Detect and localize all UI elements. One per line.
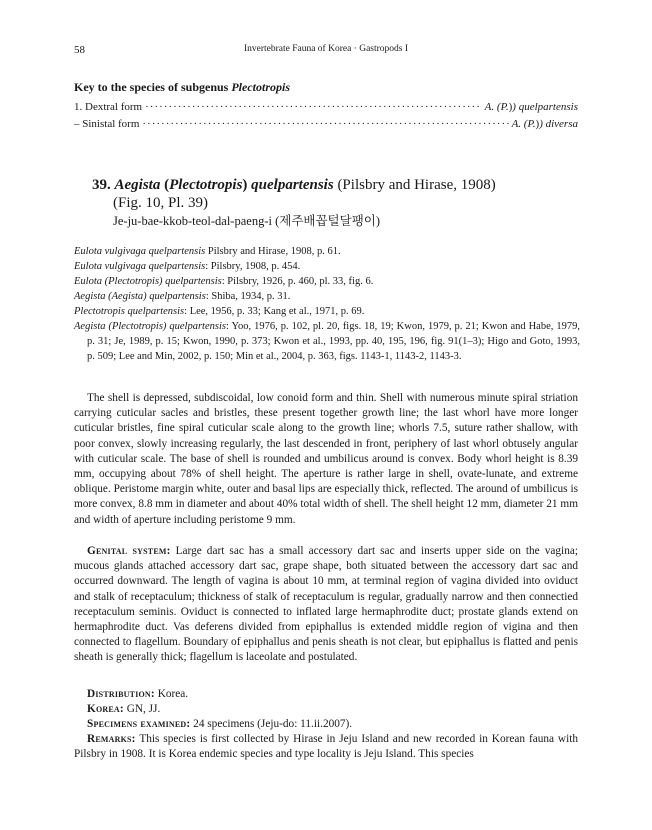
key-item-label: 1. Dextral form: [74, 101, 143, 113]
species-genus: Aegista: [114, 177, 161, 193]
section-label: Distribution:: [87, 688, 155, 700]
key-title: [74, 80, 290, 95]
key-item: [74, 100, 578, 114]
key-title-genus: Plectotropis: [231, 80, 291, 94]
key-title-prefix: Key to the species of subgenus: [74, 80, 232, 94]
page-number: 58: [74, 44, 85, 56]
species-korean-name: Je-ju-bae-kkob-teol-dal-paeng-i (제주배꼽털달팽이): [113, 214, 381, 228]
key-item-label: – Sinistal form: [74, 118, 140, 130]
species-heading: 39. Aegista (Plectotropis) quelpartensis (Pilsbry and Hirase, 1908): [92, 177, 496, 193]
specimens-line: Specimens examined: 24 specimens (Jeju-do: 11.ii.2007).: [87, 718, 353, 730]
synonym-entry: Eulota vulgivaga quelpartensis: Pilsbry, 1908, p. 454.: [74, 261, 301, 272]
distribution-line: Distribution: Korea.: [87, 688, 189, 700]
species-number: 39.: [92, 177, 111, 193]
species-epithet: quelpartensis: [247, 177, 334, 193]
synonym-entry: Plectotropis quelpartensis: Lee, 1956, p. 33; Kang et al., 1971, p. 69.: [74, 306, 365, 317]
synonym-entry: Eulota vulgivaga quelpartensis Pilsbry and Hirase, 1908, p. 61.: [74, 246, 341, 257]
species-subgenus: Plectotropis: [169, 177, 243, 193]
remarks-paragraph: Remarks: This species is first collected by Hirase in Jeju Island and new recorded in Korean fauna with Pilsbry in 1908. It is Korea endemic species and type locality is Jeju Island. This species: [74, 733, 578, 761]
section-label: Genital system:: [87, 545, 171, 557]
korea-line: Korea: GN, JJ.: [87, 703, 161, 715]
synonym-entry: Eulota (Plectotropis) quelpartensis: Pilsbry, 1926, p. 460, pl. 33, fig. 6.: [74, 276, 374, 287]
section-label: Specimens examined:: [87, 718, 191, 730]
key-item-result: A. (P.)) quelpartensis: [484, 101, 578, 113]
species-figure-ref: (Fig. 10, Pl. 39): [113, 195, 209, 211]
leader-dots: [145, 100, 482, 114]
section-label: Remarks:: [87, 733, 136, 745]
section-label: Korea:: [87, 703, 124, 715]
description-paragraph: The shell is depressed, subdiscoidal, low conoid form and thin. Shell with numerous minute spiral striation carrying cuticular sacles and bristles, these present together growth line; the last whorl have more longer cuticular bristles, fine spiral cuticular scale along to the growth line; whorls 7.5, suture rather shallow, with poor convex, slowly increasing regularly, the last descended in front, periphery of last whorl obtusely angular with cuticular scale. The base of shell is rounded and umbilicus around is convex. Body whorl height is 8.39 mm, occupying about 78% of shell height. The aperture is rather large in shell, ovate-lunate, and extreme oblique. Peristome margin white, outer and basal lips are especially thick, reflected. The around of umbilicus is more convex, 8.8 mm in diameter and about 40% total width of shell. The shell height 12 mm, diameter 21 mm and width of aperture including peristome 9 mm.: [74, 392, 578, 526]
key-item: [74, 117, 578, 131]
running-title: Invertebrate Fauna of Korea · Gastropods I: [243, 44, 409, 54]
synonym-entry: Aegista (Aegista) quelpartensis: Shiba, 1934, p. 31.: [74, 291, 291, 302]
page-header: [74, 44, 578, 58]
genital-system-paragraph: Genital system: Large dart sac has a small accessory dart sac and inserts upper side on the vagina; mucous glands attached accessory dart sac, grape shape, both situated between the accessory dart sac and occurred downward. The length of vagina is about 10 mm, at terminal region of vagina divided into oviduct and stalk of receptaculum; thickness of stalk of receptaculum is regular, gradually narrow and then connectied receptaculum seminis. Oviduct is connected to inflated large hermaphrodite duct; prostate glands extend on hermaphrodite duct. Vas deferens divided from epiphallus is extended middle region of vigina and then connected to flagellum. Boundary of epiphallus and penis sheath is not clear, but epiphallus is flatted and penis sheath is generally thick; flagellum is laceolate and postulated.: [74, 545, 578, 664]
leader-dots: [142, 117, 508, 131]
key-item-result: A. (P.)) diversa: [511, 118, 578, 130]
synonym-entry: Aegista (Plectotropis) quelpartensis: Yoo, 1976, p. 102, pl. 20, figs. 18, 19; Kwon, 1979, p. 21; Kwon and Habe, 1979, p. 31; Je, 1989, p. 15; Kwon, 1990, p. 373; Kwon et al., 1993, pp. 40, 195, 196, fig. 91(1–3); Higo and Goto, 1993, p. 509; Lee and Min, 2002, p. 150; Min et al., 2004, p. 363, figs. 1143-1, 1143-2, 1143-3.: [74, 321, 580, 362]
species-authority: (Pilsbry and Hirase, 1908): [333, 177, 496, 193]
